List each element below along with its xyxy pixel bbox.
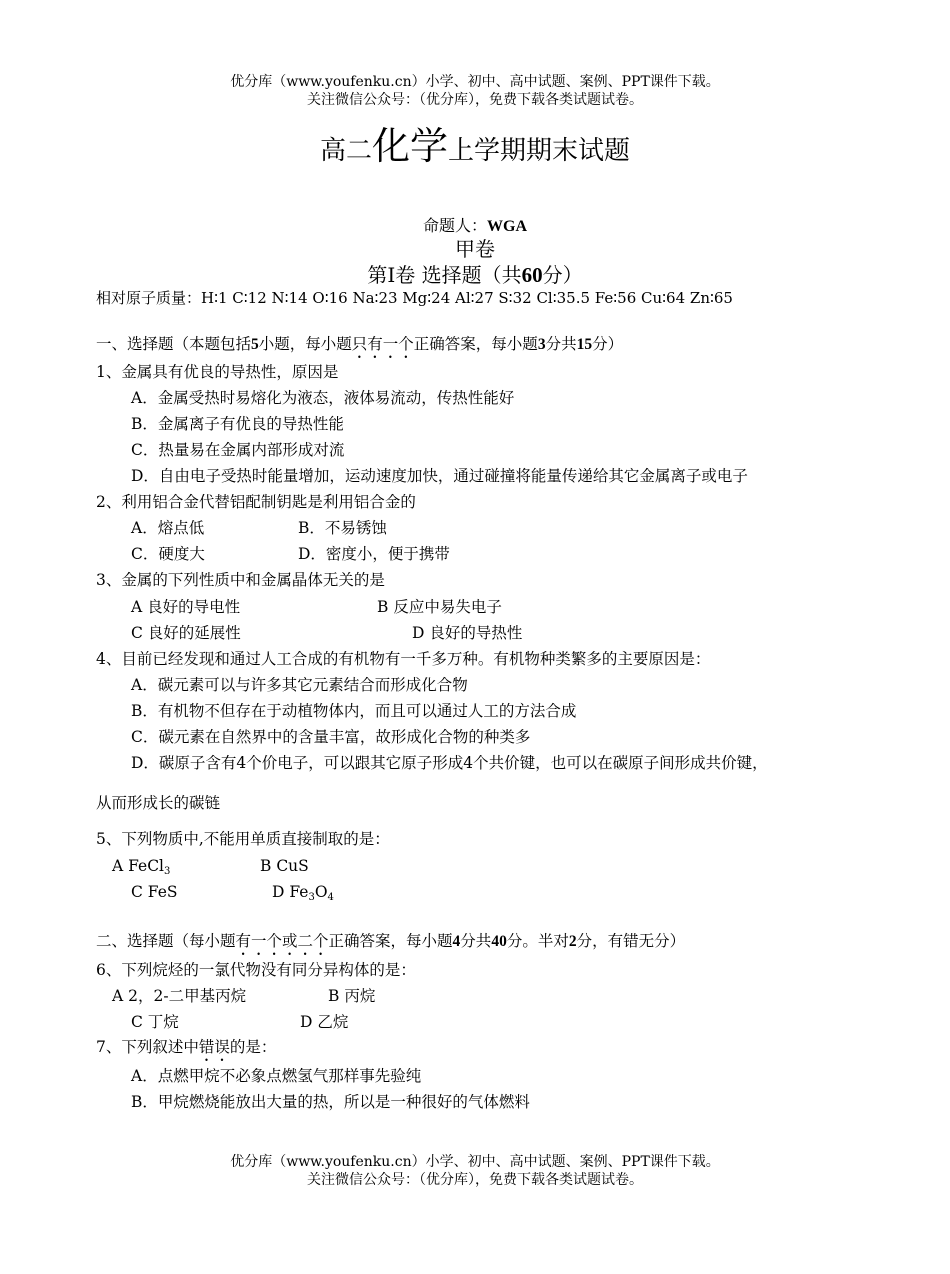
s1-text-i: 分） [592, 335, 624, 353]
part-suffix: 分） [542, 263, 583, 287]
q4-option-b: B．有机物不但存在于动植物体内，而且可以通过人工的方法合成 [131, 702, 577, 720]
q4-option-c: C．碳元素在自然界中的含量丰富，故形成化合物的种类多 [131, 728, 531, 746]
s2-text-i: 分，有错无分） [576, 932, 686, 950]
q5-option-b: B CuS [260, 857, 309, 875]
q1-option-a: A．金属受热时易熔化为液态，液体易流动，传热性能好 [131, 389, 515, 407]
s2-half: 2 [568, 933, 577, 950]
s1-text-c: 小题，每小题 [258, 335, 352, 353]
author-name: WGA [487, 218, 527, 235]
q1-stem: 1、金属具有优良的导热性，原因是 [96, 363, 339, 381]
s2-text-c: 正确答案，每小题 [328, 932, 453, 950]
q3-option-b: B 反应中易失电子 [377, 598, 502, 616]
s2-text-e: 分共 [460, 932, 492, 950]
q7-stem-c: 的是： [229, 1038, 277, 1056]
author-label: 命题人： [422, 216, 487, 235]
title-big: 化学 [371, 124, 448, 168]
q6-option-a: A 2，2-二甲基丙烷 [112, 987, 247, 1005]
header-line-2: 关注微信公众号：（优分库），免费下载各类试题试卷。 [307, 92, 643, 108]
volume-label: 甲卷 [455, 237, 495, 261]
q5-a-text: A FeCl [112, 857, 165, 875]
q5-stem: 5、下列物质中,不能用单质直接制取的是： [96, 830, 390, 848]
q5-d-text: D Fe [272, 883, 309, 901]
q5-option-d [272, 882, 334, 908]
q4-stem: 4、目前已经发现和通过人工合成的有机物有一千多万种。有机物种类繁多的主要原因是： [96, 650, 711, 668]
q6-option-b: B 丙烷 [328, 987, 376, 1005]
q5-option-a [112, 856, 170, 882]
s1-per-score: 3 [537, 336, 546, 353]
q5-a-sub: 3 [164, 866, 171, 877]
q5-d-sub1: 3 [308, 892, 315, 903]
section2-heading [96, 931, 685, 959]
s2-per-score: 4 [452, 933, 461, 950]
footer-line-1: 优分库（www.youfenku.cn）小学、初中、高中试题、案例、PPT课件下载。 [230, 1154, 720, 1170]
q3-option-d: D 良好的导热性 [412, 624, 523, 642]
s2-emphasis: 有一个或二个 [235, 932, 329, 950]
q4-option-d: D．碳原子含有4个价电子，可以跟其它原子形成4个共价键，也可以在碳原子间形成共价键， [131, 754, 768, 772]
page-title [0, 126, 950, 171]
s1-text-e: 正确答案，每小题 [413, 335, 538, 353]
s1-count: 5 [251, 336, 259, 353]
s1-text-g: 分共 [545, 335, 577, 353]
q1-option-c: C．热量易在金属内部形成对流 [131, 441, 345, 459]
q7-emphasis: 错误 [198, 1038, 230, 1056]
q3-stem: 3、金属的下列性质中和金属晶体无关的是 [96, 571, 385, 589]
q7-stem-a: 7、下列叙述中 [96, 1038, 199, 1056]
q2-option-b: B．不易锈蚀 [298, 519, 387, 537]
q2-option-d: D．密度小，便于携带 [298, 545, 450, 563]
title-prefix: 高二 [319, 136, 372, 166]
q4-option-d-cont: 从而形成长的碳链 [96, 794, 221, 812]
part-score: 60 [521, 263, 543, 287]
q5-option-c: C FeS [131, 883, 178, 901]
s2-text-g: 分。半对 [506, 932, 569, 950]
section1-heading [96, 334, 623, 362]
q2-option-c: C．硬度大 [131, 545, 205, 563]
s1-total: 15 [576, 336, 593, 353]
footer-line-2: 关注微信公众号：（优分库），免费下载各类试题试卷。 [307, 1172, 643, 1188]
q1-option-b: B．金属离子有优良的导热性能 [131, 415, 344, 433]
q5-d-sub2: 4 [327, 892, 334, 903]
s2-total: 40 [491, 933, 507, 950]
q3-option-c: C 良好的延展性 [131, 624, 241, 642]
q6-stem: 6、下列烷烃的一氯代物没有同分异构体的是： [96, 961, 416, 979]
q7-option-a: A．点燃甲烷不必象点燃氢气那样事先验纯 [131, 1067, 422, 1085]
part-heading [0, 262, 950, 288]
q6-option-c: C 丁烷 [131, 1013, 179, 1031]
q7-stem [96, 1037, 276, 1065]
q2-option-a: A．熔点低 [131, 519, 205, 537]
s1-text-a: 一、选择题（本题包括 [96, 335, 252, 353]
part-prefix: 第Ⅰ卷 选择题（共 [367, 263, 522, 287]
s1-emphasis: 只有一个 [351, 335, 414, 353]
q3-option-a: A 良好的导电性 [131, 598, 241, 616]
title-suffix: 上学期期末试题 [448, 136, 631, 166]
q7-option-b: B．甲烷燃烧能放出大量的热，所以是一种很好的气体燃料 [131, 1093, 530, 1111]
q1-option-d: D．自由电子受热时能量增加，运动速度加快，通过碰撞将能量传递给其它金属离子或电子 [131, 467, 748, 485]
atomic-masses: 相对原子质量：H∶1 C∶12 N∶14 O∶16 Na∶23 Mg∶24 Al∶27 S∶32 Cl∶35.5 Fe∶56 Cu∶64 Zn∶65 [96, 289, 733, 307]
s2-text-a: 二、选择题（每小题 [96, 932, 236, 950]
q6-option-d: D 乙烷 [300, 1013, 349, 1031]
q2-stem: 2、利用铝合金代替铝配制钥匙是利用铝合金的 [96, 493, 416, 511]
header-line-1: 优分库（www.youfenku.cn）小学、初中、高中试题、案例、PPT课件下载。 [230, 74, 720, 90]
q5-d-mid: O [314, 883, 328, 901]
q4-option-a: A．碳元素可以与许多其它元素结合而形成化合物 [131, 676, 468, 694]
author-line [0, 216, 950, 237]
